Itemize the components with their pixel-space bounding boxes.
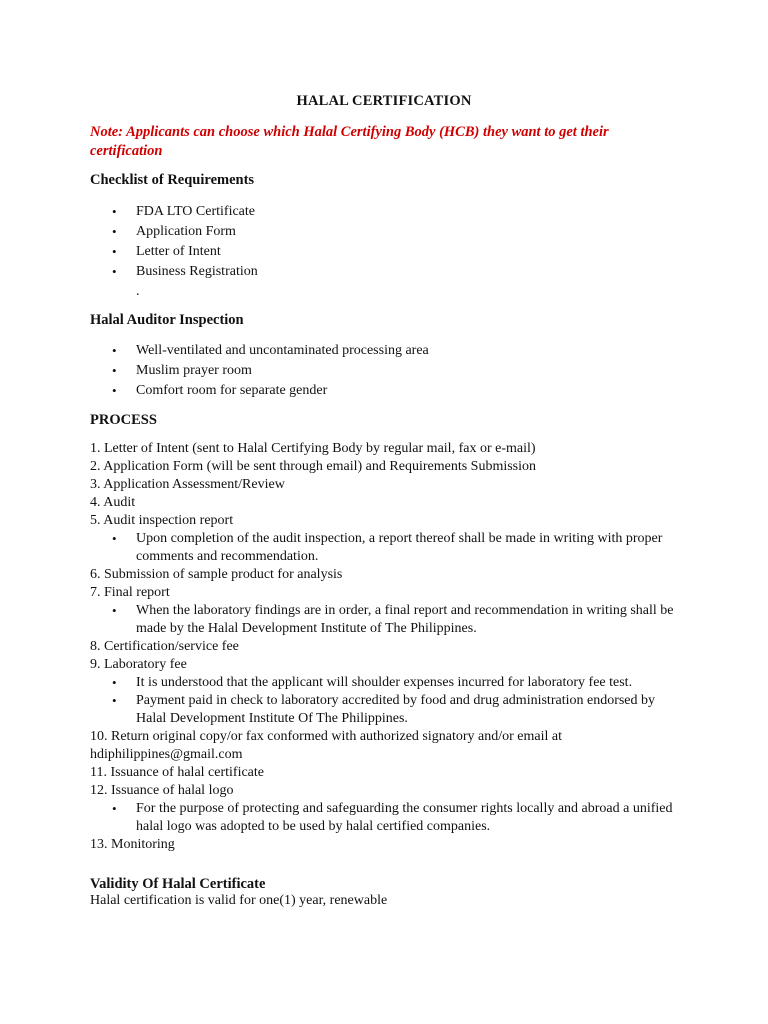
- process-sub-item: • When the laboratory findings are in order, a final report and recommendation in writing shall be made by the Halal Development Institute of The Philippines.: [112, 603, 674, 636]
- list-item: • Well-ventilated and uncontaminated processing area: [112, 341, 429, 361]
- applicant-note: Note: Applicants can choose which Halal Certifying Body (HCB) they want to get their certification: [90, 124, 609, 159]
- process-list: [90, 440, 690, 854]
- bullet-icon: •: [112, 264, 117, 279]
- inspection-list: [112, 341, 429, 401]
- list-item: • Comfort room for separate gender: [112, 381, 429, 401]
- process-step: 13. Monitoring: [90, 837, 175, 852]
- checklist-list: [112, 202, 258, 282]
- list-item: • Letter of Intent: [112, 242, 258, 262]
- process-step: 7. Final report: [90, 585, 170, 600]
- inspection-heading: Halal Auditor Inspection: [90, 312, 244, 328]
- contact-email: hdiphilippines@gmail.com: [90, 747, 243, 762]
- bullet-icon: •: [112, 343, 117, 358]
- validity-text: Halal certification is valid for one(1) year, renewable: [90, 893, 388, 908]
- process-step: 11. Issuance of halal certificate: [90, 765, 265, 780]
- process-step: 6. Submission of sample product for analysis: [90, 567, 343, 582]
- bullet-icon: •: [112, 531, 117, 546]
- bullet-icon: •: [112, 204, 117, 219]
- process-step: 9. Laboratory fee: [90, 657, 187, 672]
- process-heading: PROCESS: [90, 412, 157, 428]
- process-step: 10. Return original copy/or fax conformed with authorized signatory and/or email at: [90, 729, 562, 744]
- list-item: • Muslim prayer room: [112, 361, 429, 381]
- bullet-icon: •: [112, 383, 117, 398]
- process-step: 3. Application Assessment/Review: [90, 477, 285, 492]
- bullet-icon: •: [112, 363, 117, 378]
- process-step: 8. Certification/service fee: [90, 639, 239, 654]
- process-step: 4. Audit: [90, 495, 136, 510]
- bullet-icon: •: [112, 801, 117, 816]
- process-sub-item: • It is understood that the applicant will shoulder expenses incurred for laboratory fee test.: [112, 675, 633, 690]
- list-item: • Application Form: [112, 222, 258, 242]
- process-step: 12. Issuance of halal logo: [90, 783, 234, 798]
- process-sub-item: • Payment paid in check to laboratory accredited by food and drug administration endorsed by Halal Development Institute Of The Philippines.: [112, 693, 656, 726]
- process-sub-item: • Upon completion of the audit inspection, a report thereof shall be made in writing with proper comments and recommendation.: [112, 531, 663, 564]
- bullet-icon: •: [112, 603, 117, 618]
- bullet-icon: •: [112, 675, 117, 690]
- process-step: 5. Audit inspection report: [90, 513, 234, 528]
- bullet-icon: •: [112, 244, 117, 259]
- bullet-icon: •: [112, 693, 117, 708]
- process-sub-item: • For the purpose of protecting and safeguarding the consumer rights locally and abroad a unified halal logo was adopted to be used by halal certified companies.: [112, 801, 673, 834]
- list-item: • Business Registration: [112, 262, 258, 282]
- list-item: • FDA LTO Certificate: [112, 202, 258, 222]
- checklist-heading: Checklist of Requirements: [90, 172, 255, 188]
- process-step: 2. Application Form (will be sent through email) and Requirements Submission: [90, 459, 537, 474]
- page-title: HALAL CERTIFICATION: [296, 93, 472, 109]
- validity-heading: Validity Of Halal Certificate: [90, 876, 266, 892]
- process-step: 1. Letter of Intent (sent to Halal Certifying Body by regular mail, fax or e-mail): [90, 441, 536, 456]
- trailing-mark: .: [136, 284, 140, 299]
- bullet-icon: •: [112, 224, 117, 239]
